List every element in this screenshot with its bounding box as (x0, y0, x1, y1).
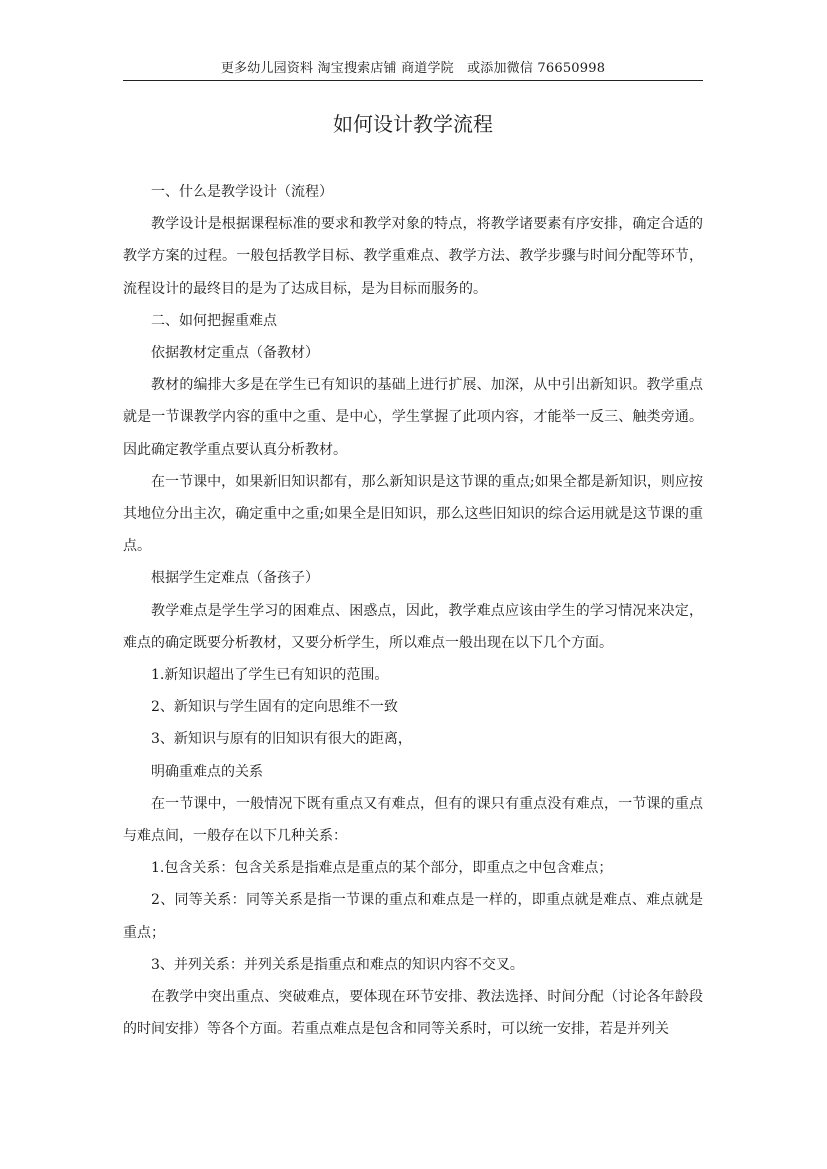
section-heading: 二、如何把握重难点 (151, 312, 277, 329)
subheading: 根据学生定难点（备孩子） (151, 570, 319, 587)
list-item: 1.新知识超出了学生已有知识的范围。 (151, 667, 389, 684)
subheading: 明确重难点的关系 (151, 763, 263, 780)
paragraph: 在一节课中，一般情况下既有重点又有难点，但有的课只有重点没有难点，一节课的重点与难点间，一般存在以下几种关系： (123, 795, 703, 845)
list-item: 3、新知识与原有的旧知识有很大的距离， (151, 731, 412, 748)
paragraph: 教材的编排大多是在学生已有知识的基础上进行扩展、加深，从中引出新知识。教学重点就是一节课教学内容的重中之重、是中心，学生掌握了此项内容，才能举一反三、触类旁通。因此确定教学重点要认真分析教材。 (123, 377, 703, 458)
list-item: 2、同等关系：同等关系是指一节课的重点和难点是一样的，即重点就是难点、难点就是重点； (123, 892, 703, 941)
paragraph: 教学难点是学生学习的困难点、困惑点，因此，教学难点应该由学生的学习情况来决定，难点的确定既要分析教材，又要分析学生，所以难点一般出现在以下几个方面。 (123, 602, 703, 651)
paragraph: 在一节课中，如果新旧知识都有，那么新知识是这节课的重点;如果全都是新知识，则应按其地位分出主次，确定重中之重;如果全是旧知识，那么这些旧知识的综合运用就是这节课的重点。 (123, 473, 703, 555)
list-item: 2、新知识与学生固有的定向思维不一致 (151, 699, 398, 716)
list-item: 1.包含关系：包含关系是指难点是重点的某个部分，即重点之中包含难点； (151, 860, 613, 877)
document-body (123, 176, 703, 1045)
paragraph: 教学设计是根据课程标准的要求和教学对象的特点，将教学诸要素有序安排，确定合适的教学方案的过程。一般包括教学目标、教学重难点、教学方法、教学步骤与时间分配等环节，流程设计的最终目的是为了达成目标，是为目标而服务的。 (123, 216, 703, 297)
document-title: 如何设计教学流程 (333, 112, 493, 136)
page-header: 更多幼儿园资料 淘宝搜索店铺 商道学院 或添加微信 76650998 (123, 58, 703, 81)
section-heading: 一、什么是教学设计（流程） (151, 184, 333, 200)
paragraph: 在教学中突出重点、突破难点，要体现在环节安排、教法选择、时间分配（讨论各年龄段的时间安排）等各个方面。若重点难点是包含和同等关系时，可以统一安排，若是并列关 (123, 989, 703, 1038)
subheading: 依据教材定重点（备教材） (151, 345, 319, 362)
list-item: 3、并列关系：并列关系是指重点和难点的知识内容不交叉。 (151, 956, 524, 973)
